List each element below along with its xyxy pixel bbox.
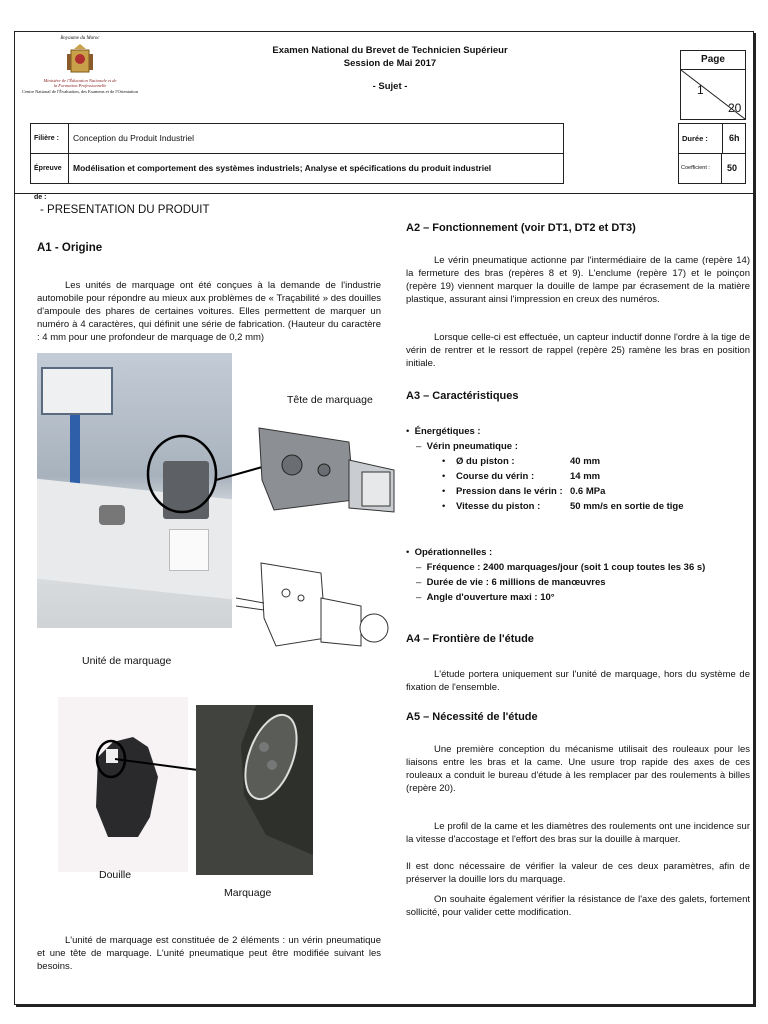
verin-item [406, 439, 750, 454]
exam-title-1: Examen National du Brevet de Technicien Supérieur [272, 45, 508, 56]
operationnelles-label: Opérationnelles : [414, 547, 493, 558]
label-unite: Unité de marquage [82, 655, 172, 667]
zoom-circle [148, 436, 216, 512]
page-box [680, 50, 746, 120]
spec-item [442, 499, 750, 514]
crest-icon [65, 44, 95, 78]
dash-icon: – [416, 441, 427, 452]
filiere-row [30, 123, 564, 154]
header-separator [14, 193, 754, 194]
marking-head-render [254, 420, 399, 530]
spec-item [442, 454, 750, 469]
label-tete: Tête de marquage [287, 394, 373, 406]
marquage-shape [196, 705, 313, 875]
coef-value: 50 [727, 163, 738, 173]
spec-item [442, 469, 750, 484]
bullet-icon: • [442, 471, 446, 482]
page-total: 20 [728, 101, 742, 115]
ops-text: Angle d'ouverture maxi : 10° [426, 592, 555, 603]
gray-parts [99, 505, 125, 525]
label-douille: Douille [99, 869, 132, 881]
page-number: 1 [697, 83, 704, 97]
operationnelles-item [406, 545, 750, 560]
crest-top-text: Royaume du Maroc [60, 36, 100, 41]
bullet-icon: • [442, 501, 446, 512]
marquage-photo [196, 705, 313, 875]
bullet-icon: • [442, 486, 446, 497]
label-marquage: Marquage [224, 887, 272, 899]
exam-title [260, 44, 520, 93]
bullet-icon: • [442, 456, 446, 467]
spec-key: Pression dans le vérin : [456, 486, 563, 497]
spec-key: Course du vérin : [456, 471, 535, 482]
bottom-text: L'unité de marquage est constituée de 2 éléments : un vérin pneumatique et une tête de marquage. L'unité pneumatique peut être modifiée suivant les besoins. [37, 935, 381, 972]
control-panel [41, 367, 113, 415]
epreuve-row [30, 153, 564, 201]
a5-p4: On souhaite également vérifier la résistance de l'axe des galets, fortement sollicité, pour valider cette modification. [406, 894, 750, 918]
filiere-label: Filière : [31, 124, 69, 153]
spec-value: 40 mm [570, 456, 601, 467]
exam-title-2: Session de Mai 2017 [343, 58, 437, 69]
duree-value: 6h [729, 133, 740, 143]
ministry-logo [20, 36, 140, 110]
exam-title-3: - Sujet - [372, 81, 408, 92]
epreuve-label: Épreuve de : [31, 154, 69, 183]
marking-head-drawing [236, 558, 396, 658]
epreuve-value: Modélisation et comportement des systèmes industriels; Analyse et spécifications du produit industriel [73, 163, 492, 173]
ops-item [416, 590, 750, 605]
bullet-icon: • [406, 426, 415, 437]
ops-item [416, 560, 750, 575]
a4-text: L'étude portera uniquement sur l'unité de marquage, hors du système de fixation de l'ensemble. [406, 669, 750, 693]
a2-title: A2 – Fonctionnement (voir DT1, DT2 et DT3) [406, 222, 636, 234]
spec-value: 0.6 MPa [570, 486, 606, 497]
a2-p1: Le vérin pneumatique actionne par l'intermédiaire de la came (repère 14) la fermeture des bras (repères 8 et 9). L'enclume (repère 17) et le poinçon (repère 19) viennent marquer la douille de lampe par écrasement de la matière plastique, assurant ainsi l'impression en creux des numéros. [406, 255, 750, 305]
spec-key: Ø du piston : [456, 456, 515, 467]
a3-title: A3 – Caractéristiques [406, 390, 519, 402]
duree-row [678, 123, 746, 154]
filiere-value: Conception du Produit Industriel [73, 133, 194, 143]
ministry-line-1: Ministère de l'Éducation Nationale et de [43, 78, 117, 83]
center-line: Centre National de l'Évaluation, des Examens et de l'Orientation [22, 89, 138, 94]
coef-label: Coefficient : [679, 154, 722, 183]
duree-label: Durée : [679, 124, 723, 153]
coef-row [678, 153, 746, 184]
ops-list [406, 560, 750, 605]
a4-title: A4 – Frontière de l'étude [406, 633, 534, 645]
bullet-icon: • [406, 547, 415, 558]
dash-icon: – [416, 592, 427, 603]
ops-text: Durée de vie : 6 millions de manœuvres [426, 577, 606, 588]
energetiques-item [406, 424, 750, 439]
operationnelles-block [406, 545, 750, 605]
a1-title: A1 - Origine [37, 242, 103, 254]
energetiques-block [406, 424, 750, 514]
a2-p2: Lorsque celle-ci est effectuée, un capteur inductif donne l'ordre à la tige de vérin de rentrer et le ressort de rappel (repère 25) ramène les bras en position initiale. [406, 332, 750, 369]
ops-item [416, 575, 750, 590]
ministry-line-2: la Formation Professionnelle [53, 83, 107, 88]
a5-p3: Il est donc nécessaire de vérifier la valeur de ces deux paramètres, afin de préserver la douille lors du marquage. [406, 861, 750, 885]
dash-icon: – [416, 577, 427, 588]
spec-item [442, 484, 750, 499]
energetiques-label: Énergétiques : [414, 426, 481, 437]
page-label: Page [681, 51, 745, 70]
verin-label: Vérin pneumatique : [426, 441, 518, 452]
a5-p2: Le profil de la came et les diamètres des roulements ont une incidence sur la vitesse d'accostage et l'effort des bras sur la douille à marquer. [406, 821, 750, 845]
a5-title: A5 – Nécessité de l'étude [406, 711, 538, 723]
a5-p1: Une première conception du mécanisme utilisait des rouleaux pour les liaisons entre les bras et la came. Une usure trop rapide des axes de ces rouleaux a conduit le bureau d'étude à les remplacer par des roulements à billes (repère 20). [406, 744, 750, 794]
spec-value: 14 mm [570, 471, 601, 482]
ops-text: Fréquence : 2400 marquages/jour (soit 1 coup toutes les 36 s) [426, 562, 706, 573]
spec-list [406, 454, 750, 514]
dash-icon: – [416, 562, 427, 573]
spec-value: 50 mm/s en sortie de tige [570, 501, 684, 512]
spec-key: Vitesse du piston : [456, 501, 541, 512]
section-title: - PRESENTATION DU PRODUIT [40, 204, 210, 216]
a1-text: Les unités de marquage ont été conçues à la demande de l'industrie automobile pour répondre au mieux aux problèmes de « Traçabilité » des douilles d'ampoule des phares de certaines voitures. Elles permettent de marquer un numéro à 4 caractères, qui définit une série de fabrication. (Hauteur du caractère : 4 mm pour une profondeur de marquage de 0,2 mm) [37, 280, 381, 343]
